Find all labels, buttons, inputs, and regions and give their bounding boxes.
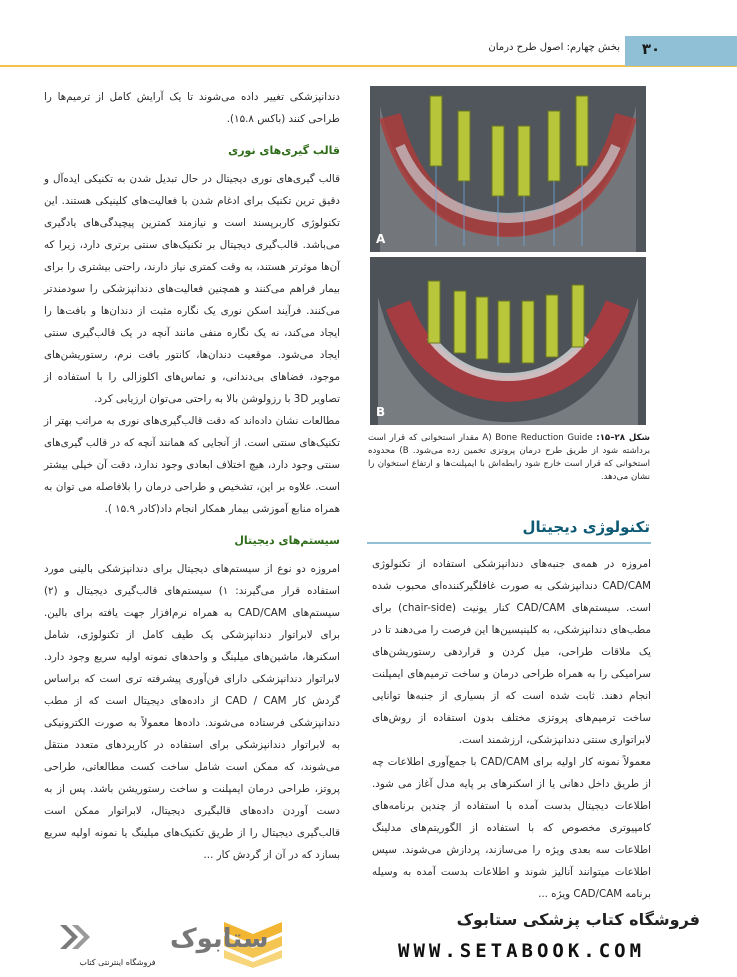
figure-a-illustration [370, 86, 646, 252]
figure-caption [368, 432, 650, 484]
tech-paragraph-1: امروزه در همه‌ی جنبه‌های دندانپزشکی استفاده از تکنولوژی CAD/CAM دندانپزشکی به صورت غافلگیرکننده‌ای محبوب شده است. سیستم‌های CAD/CAM کنار یونیت (chair-side) برای مطب‌های دندانپزشکی، به کلینیسین‌ها این فرصت را می‌دهند تا در یک ملاقات طراحی، میل کردن و قراردهی رستوریشن‌های سرامیکی را به همراه طراحی درمان و ساخت ترمیم‌های ایمپلنت انجام دهند. ثابت شده است که از بسیاری از جنبه‌ها توانایی ساخت ترمیم‌های پروتزی مختلف بدون استفاده از روش‌های لابراتواری سنتی دندانپزشکی، ارزشمند است. [372, 558, 651, 746]
figure-b-illustration [370, 257, 646, 425]
store-url[interactable]: WWW.SETABOOK.COM [398, 940, 646, 962]
text-column-digital-technology [372, 553, 651, 905]
section-title-digital-technology: تکنولوژی دیجیتال [522, 518, 650, 536]
logo-word: ستابوک [170, 924, 269, 954]
figure-b-bone-reduction [370, 257, 646, 425]
figure-b-tag: B [376, 405, 386, 419]
caption-number: شکل ۲۸–۱۵: [596, 433, 650, 443]
heading-optical-impressions: قالب گیری‌های نوری [228, 144, 340, 157]
heading-digital-systems: سیستم‌های دیجیتال [234, 534, 340, 547]
optical-paragraph-1: قالب گیری‌های نوری دیجیتال در حال تبدیل شدن به تکنیکی ایده‌آل و دقیق ترین تکنیک برای ادغام شدن با فعالیت‌های کلینیکی هستند. این تکنولوژی کاربرپسند است و نیازمند کمترین پیچیدگی‌های یادگیری می‌باشد. قالب‌گیری دیجیتال بر تکنیک‌های سنتی برتری دارد، زیرا که آن‌ها موثرتر هستند، به وقت کمتری نیاز دارند، راحتی بیشتری را برای بیمار فراهم می‌کنند و همچنین فعالیت‌های دندانپزشکی را سودمندتر می‌کنند. فرآیند اسکن نوری یک نگاره مثبت از دندان‌ها و بافت‌ها را ایجاد می‌کند، نه یک نگاره منفی مانند آنچه در یک قالب‌گیری سنتی ایجاد می‌شود. موقعیت دندان‌ها، کانتور بافت نرم، رستوریشن‌های موجود، فضاهای بی‌دندانی، و تماس‌های اکلوزالی را با استفاده از تصاویر 3D با رزولوشن بالا به راحتی می‌توان ارزیابی کرد. [44, 173, 340, 405]
running-head: بخش چهارم: اصول طرح درمان [488, 42, 620, 53]
page-number: ۳۰ [641, 40, 661, 58]
store-name: فروشگاه کتاب پزشکی ستابوک [456, 910, 700, 929]
text-column-main [44, 86, 340, 866]
figure-a-bone-reduction [370, 86, 646, 252]
logo-subtitle: فروشگاه اینترنتی کتاب [79, 958, 156, 967]
caption-text: A) Bone Reduction Guide مقدار استخوانی که قرار است برداشته شود از طریق طرح درمان پروتزی تخمین زده می‌شود. B) محدوده استخوانی که قرار است خارج شود رابطه‌اش با ایمپلنت‌ها و ارتفاع استخوان را نشان می‌دهد. [368, 433, 650, 482]
optical-paragraph-2: مطالعات نشان داده‌اند که دقت قالب‌گیری‌های نوری به مراتب بهتر از تکنیک‌های سنتی است. از آنجایی که همانند آنچه که در قالب گیری‌های سنتی وجود دارد، هیچ اختلاف ابعادی وجود ندارد، دقت آن خیلی بیشتر است. علاوه بر این، تشخیص و طراحی درمان را بلافاصله می توان به همراه منابع آموزشی بیمار همکار انجام داد(کادر ۱۵.۹ ). [44, 415, 340, 515]
systems-paragraph: امروزه دو نوع از سیستم‌های دیجیتال برای دندانپزشکی بالینی مورد استفاده قرار می‌گیرند: ۱) سیستم‌های قالب‌گیری دیجیتال و (۲) سیستم‌های CAD/CAM به همراه نرم‌افزار جهت یافته برای بالین. برای لابراتوار دندانپزشکی یک طیف کامل از تکنولوژی، شامل اسکنرها، ماشین‌های میلینگ و واحدهای نمونه اولیه سریع وجود دارد. لابراتوار دندانپزشکی دارای فن‌آوری پیشرفته تری است که براساس گردش کار CAD / CAM از داده‌های دیجیتال است که از مطب دندانپزشکی فرستاده می‌شوند. داده‌ها معمولاً به صورت الکترونیکی به لابراتوار دندانپزشکی برای استفاده در کاربردهای متعدد منتقل می‌شوند، که ممکن است شامل ساخت کست مطالعاتی، طراحی پروتز، طراحی درمان ایمپلنت و ساخت رستوریشن باشد. پس از به دست آوردن داده‌های قالبگیری دیجیتال، لابراتوار ممکن است قالب‌گیری دیجیتال را از طریق تکنیک‌های میلینگ یا نمونه اولیه سریع بسازد که در آن از گردش کار ... [44, 563, 341, 861]
figure-a-tag: A [376, 232, 386, 246]
setabook-wordmark-logo [50, 913, 269, 961]
intro-paragraph: دندانپزشکی تغییر داده می‌شوند تا یک آرایش کامل از ترمیم‌ها را طراحی کنند (باکس ۱۵.۸). [44, 91, 340, 125]
tech-paragraph-2: معمولاً نمونه کار اولیه برای CAD/CAM با جمع‌آوری اطلاعات چه از طریق داخل دهانی یا از اسکنرهای بر پایه مدل آغاز می شود. اطلاعات دیجیتال بدست آمده با استفاده از چندین برنامه‌های کامپیوتری مخصوص که با استفاده از الگوریتم‌های مدلینگ اطلاعات سه بعدی ویژه را می‌سازند، پردازش می‌شوند. سپس اطلاعات میتوانند آنالیز شوند و اطلاعات بدست آمده به وسیله برنامه CAD/CAM ویژه ... [372, 756, 651, 900]
